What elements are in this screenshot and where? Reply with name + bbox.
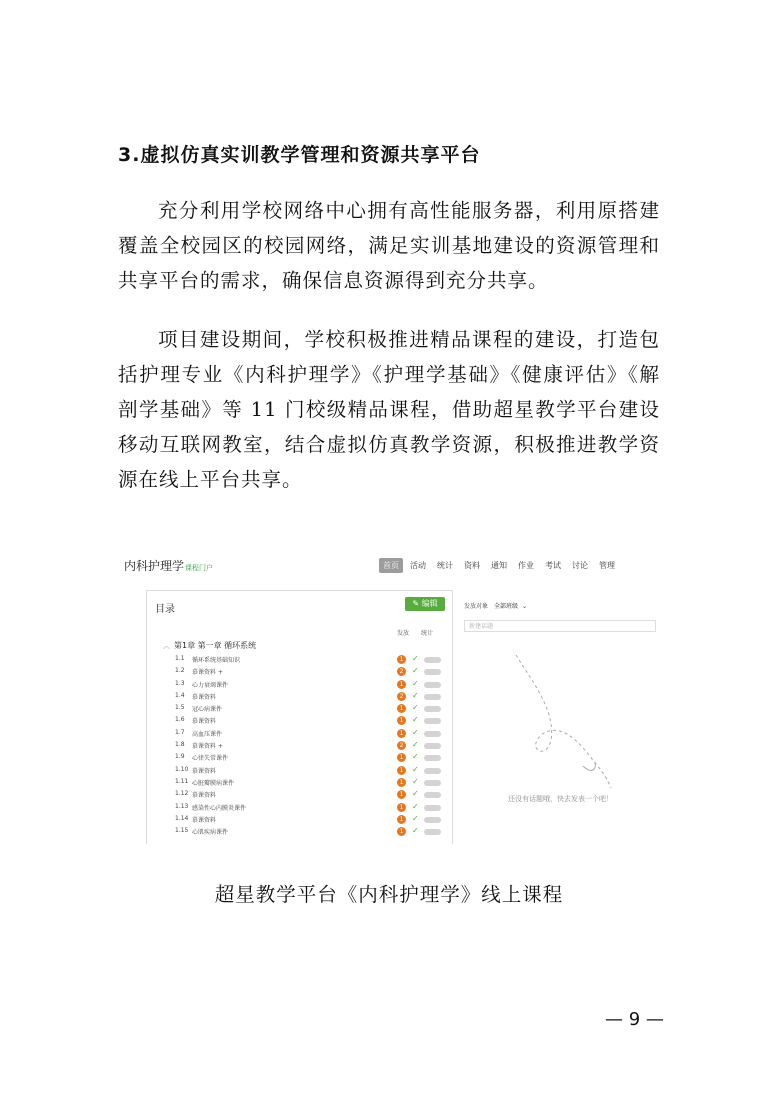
empty-topics-message: 还没有话题哦，快去发表一个吧！: [508, 795, 613, 803]
main-nav: [379, 558, 622, 573]
lesson-row[interactable]: [147, 691, 452, 703]
publish-badge[interactable]: 2: [397, 692, 406, 701]
publish-badge[interactable]: 1: [397, 766, 406, 775]
chapter-title: 第1章 第一章 循环系统: [174, 641, 257, 650]
lesson-title[interactable]: 慕课资料: [192, 816, 217, 824]
toggle-icon[interactable]: [424, 694, 441, 700]
lesson-title[interactable]: 慕课资料: [192, 693, 217, 701]
paragraph-1: 充分利用学校网络中心拥有高性能服务器，利用原搭建覆盖全校园区的校园网络，满足实训基地建设的资源管理和共享平台的需求，确保信息资源得到充分共享。: [118, 199, 660, 292]
catalog-title: 目录: [155, 604, 175, 615]
nav-notices[interactable]: 通知: [491, 561, 507, 570]
lesson-row[interactable]: [147, 777, 452, 789]
toggle-icon[interactable]: [424, 706, 441, 712]
check-icon: ✓: [412, 727, 419, 737]
check-icon: ✓: [412, 752, 419, 762]
toggle-icon[interactable]: [424, 682, 441, 688]
check-icon: ✓: [412, 789, 419, 799]
lesson-row[interactable]: [147, 715, 452, 727]
top-navbar: [118, 552, 656, 580]
toggle-icon[interactable]: [424, 718, 441, 724]
publish-badge[interactable]: 1: [397, 729, 406, 738]
publish-badge[interactable]: 1: [397, 827, 406, 836]
nav-homework[interactable]: 作业: [518, 561, 534, 570]
lesson-number: 1.9: [175, 753, 185, 761]
nav-discussion[interactable]: 讨论: [572, 561, 588, 570]
lesson-title[interactable]: 慕课资料: [192, 792, 217, 800]
paragraph-2: 项目建设期间，学校积极推进精品课程的建设，打造包括护理专业《内科护理学》《护理学基础》《健康评估》《解剖学基础》等 11 门校级精品课程，借助超星教学平台建设移动互联网教室，结合虚拟仿真教学资源，积极推进教学资源在线上平台共享。: [118, 328, 660, 491]
publish-badge[interactable]: 1: [397, 815, 406, 824]
lesson-title[interactable]: 心脏瓣膜病课件: [192, 779, 235, 787]
check-icon: ✓: [412, 801, 419, 811]
lesson-number: 1.5: [175, 704, 185, 712]
nav-home[interactable]: 首页: [379, 558, 403, 573]
nav-stats[interactable]: 统计: [437, 561, 453, 570]
toggle-icon[interactable]: [424, 657, 441, 663]
column-header-stats: 统计: [421, 630, 434, 637]
check-icon: ✓: [412, 715, 419, 725]
toggle-icon[interactable]: [424, 805, 441, 811]
chevron-down-icon: ⌄: [522, 603, 528, 610]
lesson-number: 1.12: [175, 790, 189, 798]
lesson-list: [147, 654, 452, 838]
discussion-panel: [461, 590, 656, 844]
publish-badge[interactable]: 1: [397, 716, 406, 725]
check-icon: ✓: [412, 703, 419, 713]
check-icon: ✓: [412, 690, 419, 700]
lesson-number: 1.3: [175, 679, 185, 687]
chapter-row[interactable]: [163, 640, 256, 651]
publish-badge[interactable]: 1: [397, 655, 406, 664]
lesson-row[interactable]: [147, 814, 452, 826]
edit-button[interactable]: [405, 597, 445, 611]
lesson-title[interactable]: 慕课资料 +: [192, 669, 223, 677]
toggle-icon[interactable]: [424, 792, 441, 798]
lesson-title[interactable]: 慕课资料 +: [192, 743, 223, 751]
lesson-row[interactable]: [147, 679, 452, 691]
lesson-number: 1.1: [175, 655, 185, 662]
lesson-row[interactable]: [147, 728, 452, 740]
lesson-title[interactable]: 循环系统基础知识: [192, 657, 241, 664]
lesson-row[interactable]: [147, 666, 452, 678]
lesson-title[interactable]: 心力衰竭课件: [192, 681, 229, 689]
check-icon: ✓: [412, 813, 419, 823]
publish-badge[interactable]: 1: [397, 680, 406, 689]
check-icon: ✓: [412, 764, 419, 774]
toggle-icon[interactable]: [424, 755, 441, 761]
toggle-icon[interactable]: [424, 829, 441, 835]
lesson-number: 1.7: [175, 728, 185, 736]
lesson-row[interactable]: [147, 802, 452, 814]
toggle-icon[interactable]: [424, 780, 441, 786]
publish-badge[interactable]: 1: [397, 704, 406, 713]
nav-manage[interactable]: 管理: [599, 561, 615, 570]
nav-activity[interactable]: 活动: [410, 561, 426, 570]
nav-exams[interactable]: 考试: [545, 561, 561, 570]
toggle-icon[interactable]: [424, 743, 441, 749]
lesson-number: 1.8: [175, 741, 185, 749]
check-icon: ✓: [412, 776, 419, 786]
publish-badge[interactable]: 1: [397, 790, 406, 799]
check-icon: ✓: [412, 654, 419, 663]
new-topic-input[interactable]: 新建话题: [464, 620, 656, 632]
publish-badge[interactable]: 1: [397, 803, 406, 812]
lesson-row[interactable]: [147, 789, 452, 801]
toggle-icon[interactable]: [424, 669, 441, 675]
lesson-title[interactable]: 感染性心内膜炎课件: [192, 804, 247, 812]
lesson-title[interactable]: 高血压课件: [192, 730, 223, 738]
publish-badge[interactable]: 2: [397, 667, 406, 676]
catalog-panel: [146, 590, 453, 844]
audience-value: 全部班级: [494, 603, 519, 610]
figure-caption: 超星教学平台《内科护理学》线上课程: [214, 883, 564, 906]
lesson-row[interactable]: [147, 703, 452, 715]
course-platform-screenshot: [118, 552, 656, 844]
course-logo-title: 内科护理学: [124, 559, 185, 573]
lesson-number: 1.6: [175, 716, 185, 724]
edit-button-label: 编辑: [421, 599, 438, 608]
check-icon: ✓: [412, 666, 419, 676]
toggle-icon[interactable]: [424, 731, 441, 737]
check-icon: ✓: [412, 678, 419, 688]
publish-badge[interactable]: 1: [397, 753, 406, 762]
page-number: — 9 —: [605, 1009, 664, 1030]
lesson-row[interactable]: [147, 765, 452, 777]
chevron-up-icon[interactable]: ︿: [163, 642, 170, 650]
lesson-title[interactable]: 慕课资料: [192, 767, 217, 775]
pencil-icon: ✎: [412, 599, 420, 608]
course-logo-subtitle: 课程门户: [185, 564, 214, 572]
audience-label: 发放对象: [464, 603, 489, 610]
lesson-title[interactable]: 冠心病课件: [192, 706, 223, 714]
toggle-icon[interactable]: [424, 817, 441, 823]
lesson-number: 1.2: [175, 667, 185, 675]
lesson-row[interactable]: [147, 740, 452, 752]
lesson-title[interactable]: 慕课资料: [192, 718, 217, 726]
check-icon: ✓: [412, 740, 419, 750]
audience-selector[interactable]: [464, 601, 527, 610]
lesson-title[interactable]: 心肌疾病课件: [192, 829, 229, 837]
lesson-number: 1.11: [175, 777, 189, 785]
section-heading: 3.虚拟仿真实训教学管理和资源共享平台: [118, 144, 481, 166]
publish-badge[interactable]: 2: [397, 741, 406, 750]
lesson-row[interactable]: [147, 654, 452, 666]
lesson-row[interactable]: [147, 826, 452, 838]
check-icon: ✓: [412, 826, 419, 836]
lesson-number: 1.13: [175, 802, 189, 810]
course-logo[interactable]: [124, 557, 213, 574]
lesson-number: 1.14: [175, 814, 189, 822]
nav-materials[interactable]: 资料: [464, 561, 480, 570]
lesson-number: 1.4: [175, 691, 185, 699]
lesson-title[interactable]: 心律失常课件: [192, 755, 229, 763]
publish-badge[interactable]: 1: [397, 778, 406, 787]
toggle-icon[interactable]: [424, 768, 441, 774]
lesson-number: 1.10: [175, 765, 189, 773]
doodle-arrow-icon: [511, 650, 621, 790]
lesson-number: 1.15: [175, 827, 189, 835]
column-header-publish: 发放: [397, 630, 410, 637]
lesson-row[interactable]: [147, 752, 452, 764]
